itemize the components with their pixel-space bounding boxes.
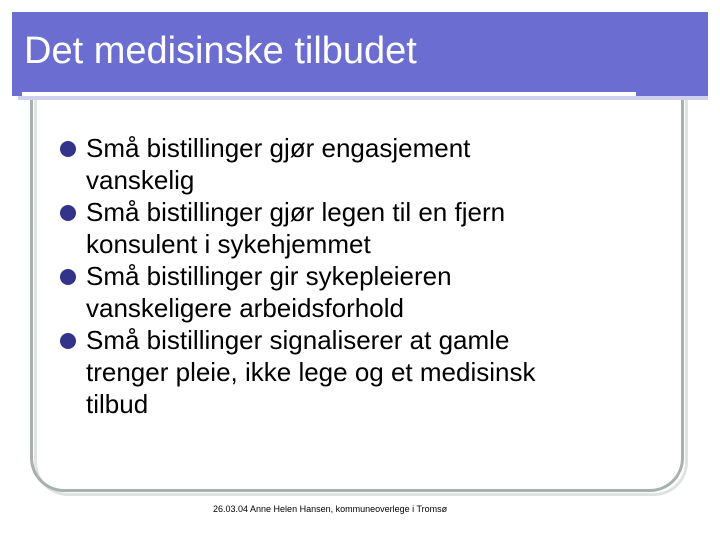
title-underline [22,92,636,96]
slide-title: Det medisinske tilbudet [24,30,417,72]
bullet-item [60,324,660,420]
bullet-text: Små bistillinger gir sykepleieren vanskeligere arbeidsforhold [86,261,452,323]
bullet-dot-icon [60,205,76,221]
bullet-text: Små bistillinger signaliserer at gamle trenger pleie, ikke lege og et medisinsk tilbud [86,325,536,419]
bullet-item [60,132,660,196]
bullet-text: Små bistillinger gjør engasjement vanskelig [86,133,471,195]
bullet-dot-icon [60,333,76,349]
bullet-item [60,196,660,260]
bullet-list [60,132,660,420]
bullet-text: Små bistillinger gjør legen til en fjern konsulent i sykehjemmet [86,197,506,259]
bullet-item [60,260,660,324]
bullet-dot-icon [60,269,76,285]
bullet-dot-icon [60,141,76,157]
slide-footer: 26.03.04 Anne Helen Hansen, kommuneoverlege i Tromsø [213,504,448,514]
